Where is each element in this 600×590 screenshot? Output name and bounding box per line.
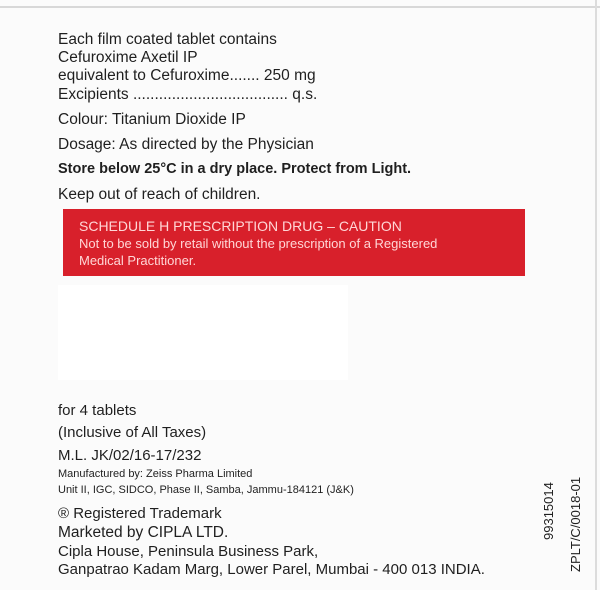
dosage-text: Dosage: As directed by the Physician — [58, 136, 314, 153]
composition-line-1: Each film coated tablet contains — [58, 31, 277, 48]
composition-line-4: Excipients .................................... q.s. — [58, 86, 318, 103]
marketer-address-line-1: Cipla House, Peninsula Business Park, — [58, 543, 319, 560]
marketed-by-text: Marketed by CIPLA LTD. — [58, 524, 229, 541]
caution-heading: SCHEDULE H PRESCRIPTION DRUG – CAUTION — [79, 218, 402, 234]
license-number: M.L. JK/02/16-17/232 — [58, 447, 202, 464]
caution-text-line-1: Not to be sold by retail without the prescription of a Registered — [79, 236, 438, 251]
keep-away-text: Keep out of reach of children. — [58, 186, 261, 203]
product-code: ZPLT/C/0018-01 — [568, 476, 583, 572]
composition-line-2: Cefuroxime Axetil IP — [58, 49, 198, 66]
trademark-text: ® Registered Trademark — [58, 505, 222, 522]
taxes-text: (Inclusive of All Taxes) — [58, 424, 207, 441]
fold-line-right — [595, 0, 597, 590]
manufactured-by-text: Manufactured by: Zeiss Pharma Limited — [58, 468, 253, 480]
schedule-h-caution-box — [63, 209, 525, 276]
colour-text: Colour: Titanium Dioxide IP — [58, 111, 246, 128]
caution-text-line-2: Medical Practitioner. — [79, 253, 197, 268]
pack-size-text: for 4 tablets — [58, 402, 137, 419]
manufacturer-address: Unit II, IGC, SIDCO, Phase II, Samba, Jammu-184121 (J&K) — [58, 484, 354, 496]
marketer-address-line-2: Ganpatrao Kadam Marg, Lower Parel, Mumbai - 400 013 INDIA. — [58, 561, 485, 578]
storage-text: Store below 25°C in a dry place. Protect from Light. — [58, 161, 412, 177]
barcode-number: 99315014 — [541, 482, 556, 540]
blank-print-area — [58, 285, 348, 380]
fold-line-top — [0, 6, 600, 8]
composition-line-3: equivalent to Cefuroxime....... 250 mg — [58, 67, 316, 84]
